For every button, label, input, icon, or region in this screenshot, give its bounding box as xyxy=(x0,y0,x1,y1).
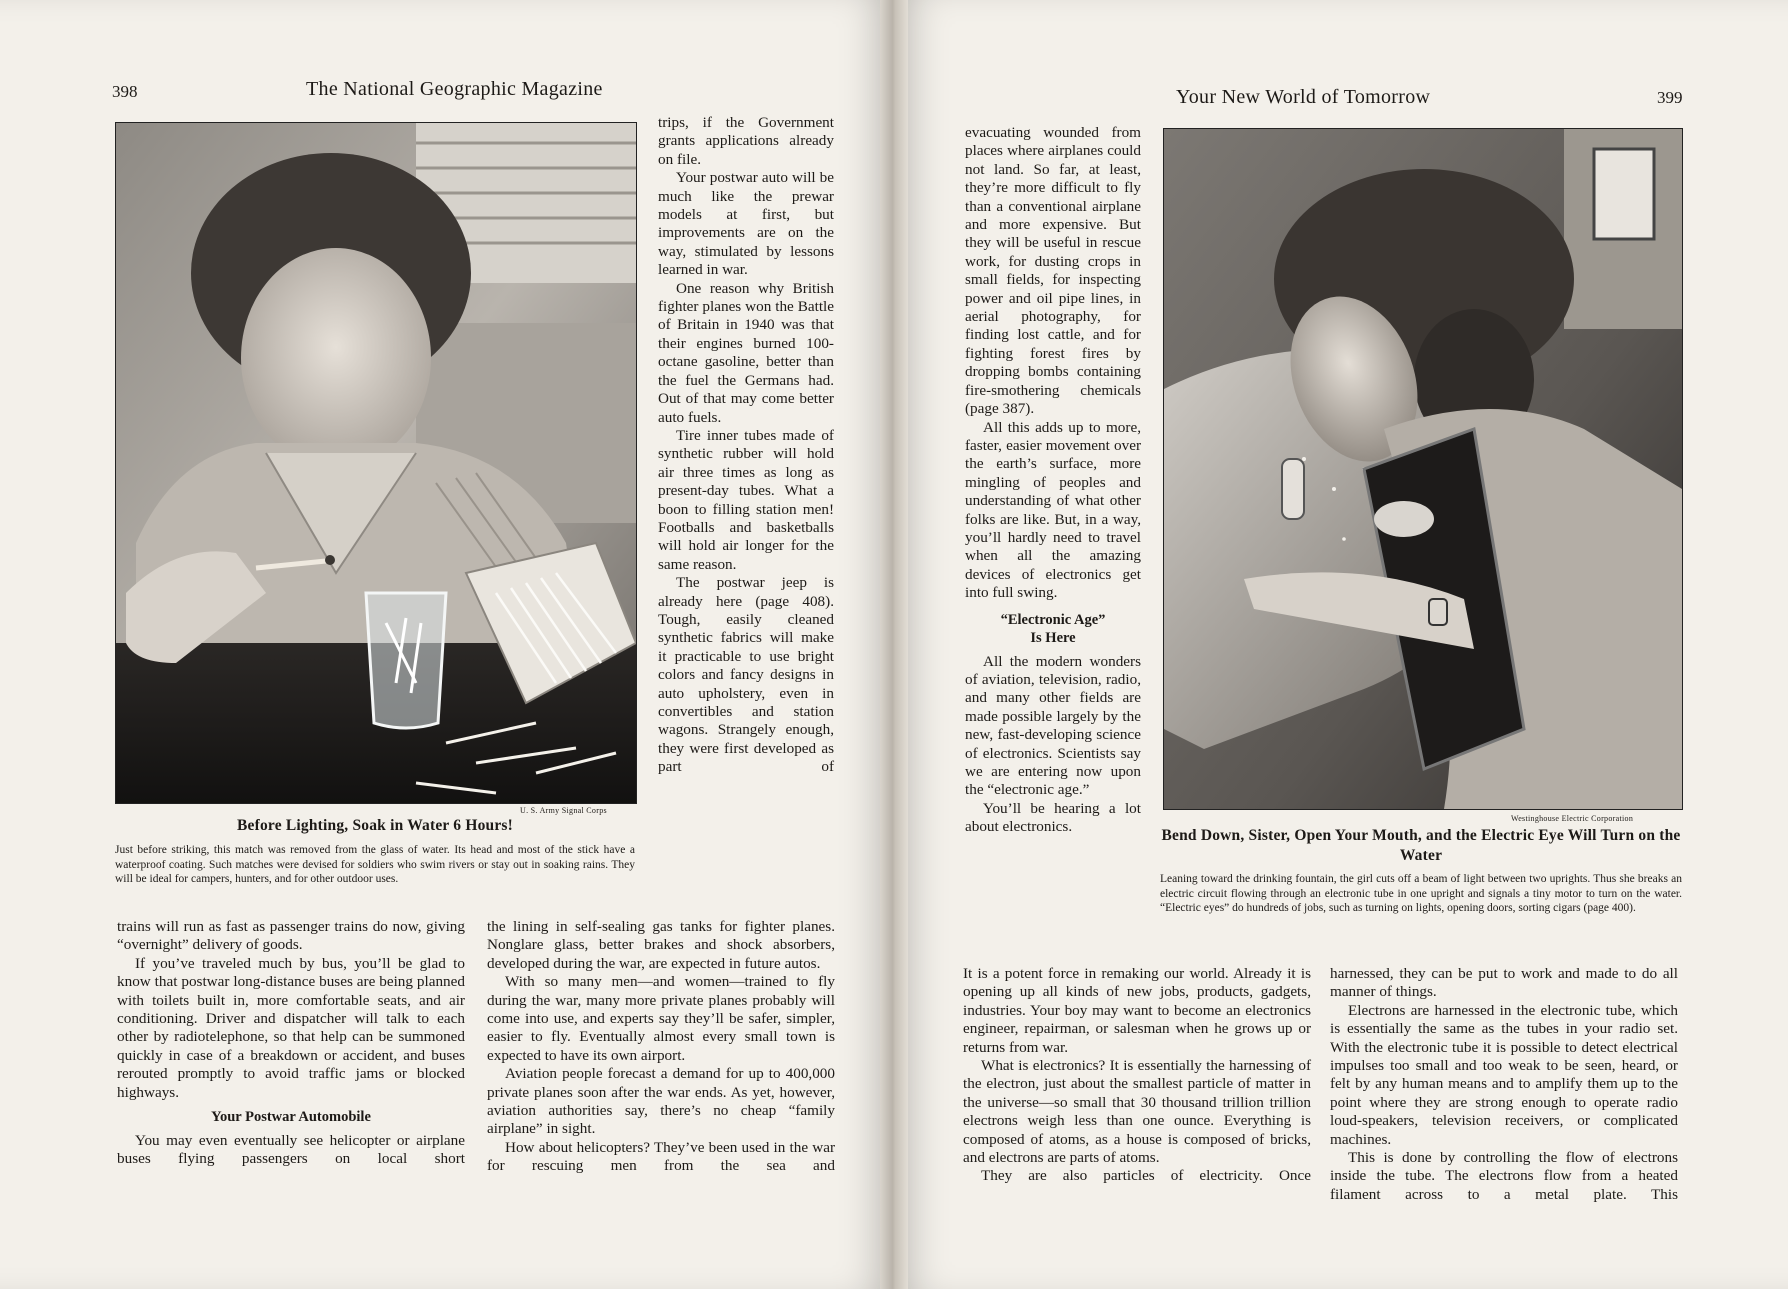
subheading-postwar-automobile: Your Postwar Automobile xyxy=(211,1109,371,1126)
paragraph: This is done by controlling the flow of electrons inside the tube. The electrons flow from a heated filament across to a metal plate. This xyxy=(1330,1149,1678,1203)
photo-title-left: Before Lighting, Soak in Water 6 Hours! xyxy=(236,817,514,834)
left-page-bottom-column-1 xyxy=(117,918,465,1169)
photo-caption-left: Just before striking, this match was removed from the glass of water. Its head and most of the stick have a waterproof coating. Such matches were devised for soldiers who swim rivers or stay out in soaking rains. They will be ideal for campers, hunters, and for other outdoor uses. xyxy=(115,844,635,885)
left-page-bottom-column-2 xyxy=(487,918,835,1176)
paragraph: trains will run as fast as passenger trains do now, giving “overnight” delivery of goods. xyxy=(117,918,465,954)
right-page-bottom-column-1 xyxy=(963,965,1311,1186)
right-page-bottom-column-2 xyxy=(1330,965,1678,1204)
photo-title-right: Bend Down, Sister, Open Your Mouth, and the Electric Eye Will Turn on the Water xyxy=(1161,827,1681,864)
running-head-left: The National Geographic Magazine xyxy=(306,78,603,100)
paragraph: All the modern wonders of aviation, television, radio, and many other fields are made possible largely by the new, fast-developing science of electronics. Scientists say we are entering now upon the “electronic age.” xyxy=(965,652,1141,799)
paragraph: The postwar jeep is already here (page 408). Tough, easily cleaned synthetic fabrics will make it practicable to use bright colors and fancy designs in auto upholstery, even in convertibles and station wagons. Strangely enough, they were first developed as part of xyxy=(658,574,834,776)
paragraph: They are also particles of electricity. Once xyxy=(981,1167,1311,1185)
running-head-right: Your New World of Tomorrow xyxy=(1176,86,1431,108)
photo-credit-left: U. S. Army Signal Corps xyxy=(520,806,607,815)
paragraph: trips, if the Government grants applications already on file. xyxy=(658,114,834,168)
paragraph: harnessed, they can be put to work and made to do all manner of things. xyxy=(1330,965,1678,1001)
paragraph: You’ll be hearing a lot about electronics. xyxy=(965,799,1141,836)
paragraph: How about helicopters? They’ve been used in the war for rescuing men from the sea and xyxy=(487,1138,835,1175)
paragraph: You may even eventually see helicopter or airplane buses flying passengers on local short xyxy=(117,1132,465,1168)
photo-caption-right: Leaning toward the drinking fountain, the girl cuts off a beam of light between two uprights. Thus she breaks an electric circuit flowing through an electronic tube in one upright and signals a tiny motor to turn on the water. “Electric eyes” do hundreds of jobs, such as turning on lights, opening doors, sorting cigars (page 400). xyxy=(1160,873,1682,914)
paragraph: Tire inner tubes made of synthetic rubber will hold air three times as long as present-day tubes. What a boon to filling station men! Footballs and basketballs will hold air longer for the same reason. xyxy=(658,426,834,573)
photo-left xyxy=(115,122,637,804)
paragraph: All this adds up to more, faster, easier movement over the earth’s surface, more mingling of peoples and understanding of what other folks are like. But, in a way, you’ll hardly need to travel when all the amazing devices of electronics get into full swing. xyxy=(965,418,1141,602)
paragraph: It is a potent force in remaking our world. Already it is opening up all kinds of new jobs, products, gadgets, industries. Your boy may want to become an electronics engineer, repairman, or salesman when he grows up or returns from war. xyxy=(963,965,1311,1056)
paragraph: If you’ve traveled much by bus, you’ll be glad to know that postwar long-distance buses are being planned with toilets built in, more comfortable seats, and air conditioning. Driver and dispatcher will talk to each other by radiotelephone, so that help can be summoned quickly in case of a breakdown or accident, and buses rerouted promptly to avoid traffic jams or blocked highways. xyxy=(117,954,465,1101)
paragraph: evacuating wounded from places where airplanes could not land. So far, at least, they’re more difficult to fly than a conventional airplane and more expensive. But they will be useful in rescue work, for dusting crops in small fields, for inspecting power and oil pipe lines, in aerial photography, for finding lost cattle, and for fighting forest fires by dropping bombs containing fire-smothering chemicals (page 387). xyxy=(965,124,1141,418)
book-gutter xyxy=(880,0,908,1289)
left-page-narrow-column xyxy=(658,114,834,777)
subheading-electronic-age-line1: “Electronic Age” xyxy=(1000,611,1106,628)
page-number-right: 399 xyxy=(1657,88,1683,107)
subheading-electronic-age-line2: Is Here xyxy=(1030,629,1076,646)
photo-credit-right: Westinghouse Electric Corporation xyxy=(1511,814,1634,823)
paragraph: Electrons are harnessed in the electronic tube, which is essentially the same as the tubes in your radio set. With the electronic tube it is possible to detect electrical impulses too small and too weak to be seen, heard, or felt by any human means and to amplify them up to the point where they are strong enough to operate radio loud-speakers, television receivers, or complicated machines. xyxy=(1330,1001,1678,1148)
page-number-left: 398 xyxy=(112,82,138,101)
paragraph: the lining in self-sealing gas tanks for fighter planes. Nonglare glass, better brakes and shock absorbers, developed during the war, are expected in future autos. xyxy=(487,918,835,972)
photo-right xyxy=(1163,128,1683,810)
paragraph: One reason why British fighter planes won the Battle of Britain in 1940 was that their engines burned 100-octane gasoline, better than the fuel the Germans had. Out of that may come better auto fuels. xyxy=(658,279,834,426)
paragraph: Aviation people forecast a demand for up to 400,000 private planes soon after the war ends. As yet, however, aviation authorities say, there’s no cheap “family airplane” in sight. xyxy=(487,1065,835,1138)
woman-soaking-match-icon xyxy=(116,123,636,803)
right-page-narrow-column xyxy=(965,124,1141,837)
paragraph: What is electronics? It is essentially the harnessing of the electron, just about the smallest particle of matter in the universe—so small that 30 thousand trillion trillion electrons weigh less than one ounce. Everything is composed of atoms, as a house is composed of bricks, and electrons are parts of atoms. xyxy=(963,1057,1311,1167)
paragraph: With so many men—and women—trained to fly during the war, many more private planes probably will come into use, and experts say they’ll be safer, simpler, easier to fly. Eventually almost every small town is expected to have its own airport. xyxy=(487,973,835,1064)
girl-drinking-fountain-icon xyxy=(1164,129,1682,809)
paragraph: Your postwar auto will be much like the prewar models at first, but improvements are on the way, stimulated by lessons learned in war. xyxy=(658,169,834,279)
